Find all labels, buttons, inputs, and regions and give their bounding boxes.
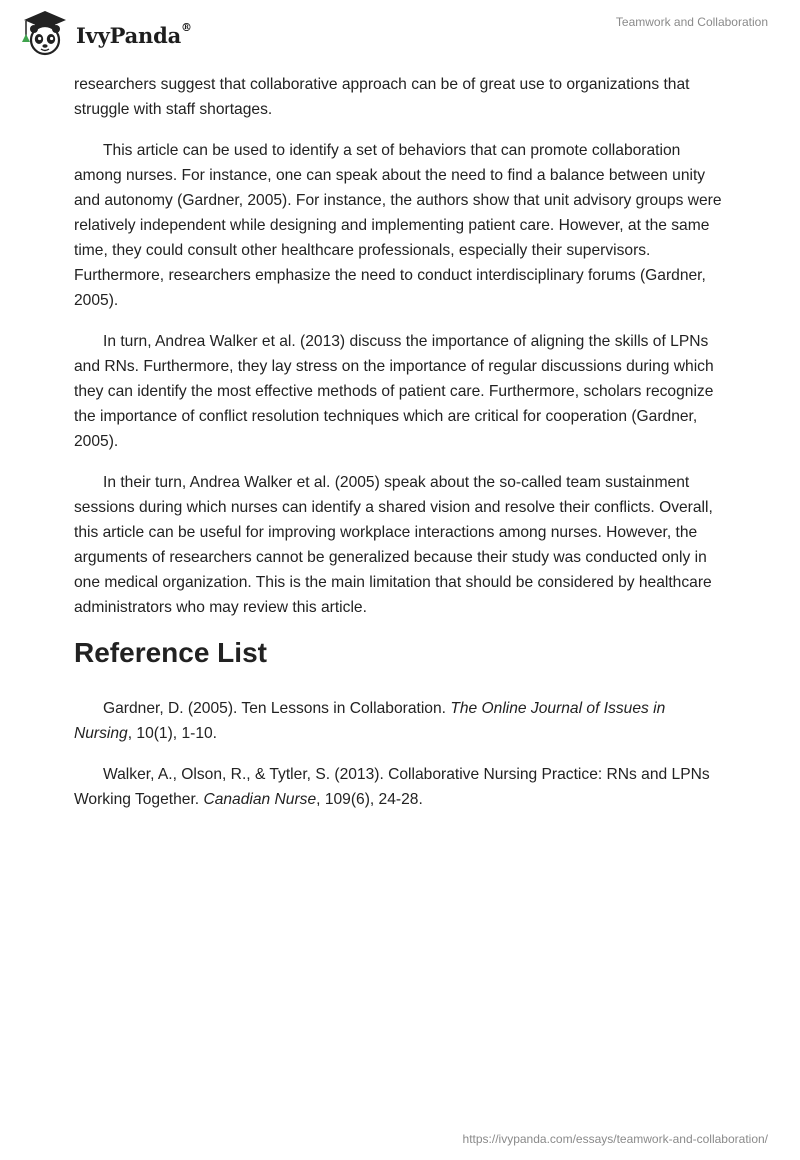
reference-item-gardner (74, 696, 724, 746)
paragraph: This article can be used to identify a set of behaviors that can promote collaboration among nurses. For instance, one can speak about the need to find a balance between unity and autonomy (Gardner, 2005). For instance, the authors show that unit advisory groups were relatively independent while designing and implementing patient care. However, at the same time, they could consult other healthcare professionals, especially their supervisors. Furthermore, researchers emphasize the need to conduct interdisciplinary forums (Gardner, 2005). (74, 142, 722, 309)
reference-item-walker (74, 762, 724, 812)
paragraph-continued: researchers suggest that collaborative approach can be of great use to organizations that struggle with staff shortages. (74, 76, 690, 118)
essay-content (74, 72, 724, 828)
running-title: Teamwork and Collaboration (615, 15, 768, 29)
page-url[interactable]: https://ivypanda.com/essays/teamwork-and-collaboration/ (462, 1132, 768, 1146)
panda-graduate-icon (16, 8, 74, 58)
brand-name-text: IvyPanda (76, 22, 182, 48)
brand-name (76, 20, 192, 48)
reference-journal: The Online Journal of Issues in Nursing (74, 700, 666, 742)
paragraph: In their turn, Andrea Walker et al. (2005) speak about the so-called team sustainment sessions during which nurses can identify a shared vision and resolve their conflicts. Overall, this article can be useful for improving workplace interactions among nurses. However, the arguments of researchers cannot be generalized because their study was conducted only in one medical organization. This is the main limitation that should be considered by healthcare administrators who may review this article. (74, 474, 713, 616)
reference-list-heading: Reference List (74, 637, 267, 668)
reference-journal: Canadian Nurse (203, 791, 317, 808)
page-header (0, 0, 800, 70)
reference-text: Gardner, D. (2005). Ten Lessons in Collaboration. (103, 700, 451, 717)
registered-mark: ® (181, 20, 192, 34)
reference-details: , 109(6), 24-28. (316, 791, 423, 808)
paragraph: In turn, Andrea Walker et al. (2013) discuss the importance of aligning the skills of LPNs and RNs. Furthermore, they lay stress on the importance of regular discussions during which they can identify the most effective methods of patient care. Furthermore, scholars recognize the importance of conflict resolution techniques which are critical for cooperation (Gardner, 2005). (74, 333, 714, 450)
reference-text: Walker, A., Olson, R., & Tytler, S. (2013). Collaborative Nursing Practice: RNs and LPNs Working Together. (74, 766, 710, 808)
reference-details: , 10(1), 1-10. (127, 725, 218, 742)
ivypanda-logo[interactable] (16, 8, 192, 58)
